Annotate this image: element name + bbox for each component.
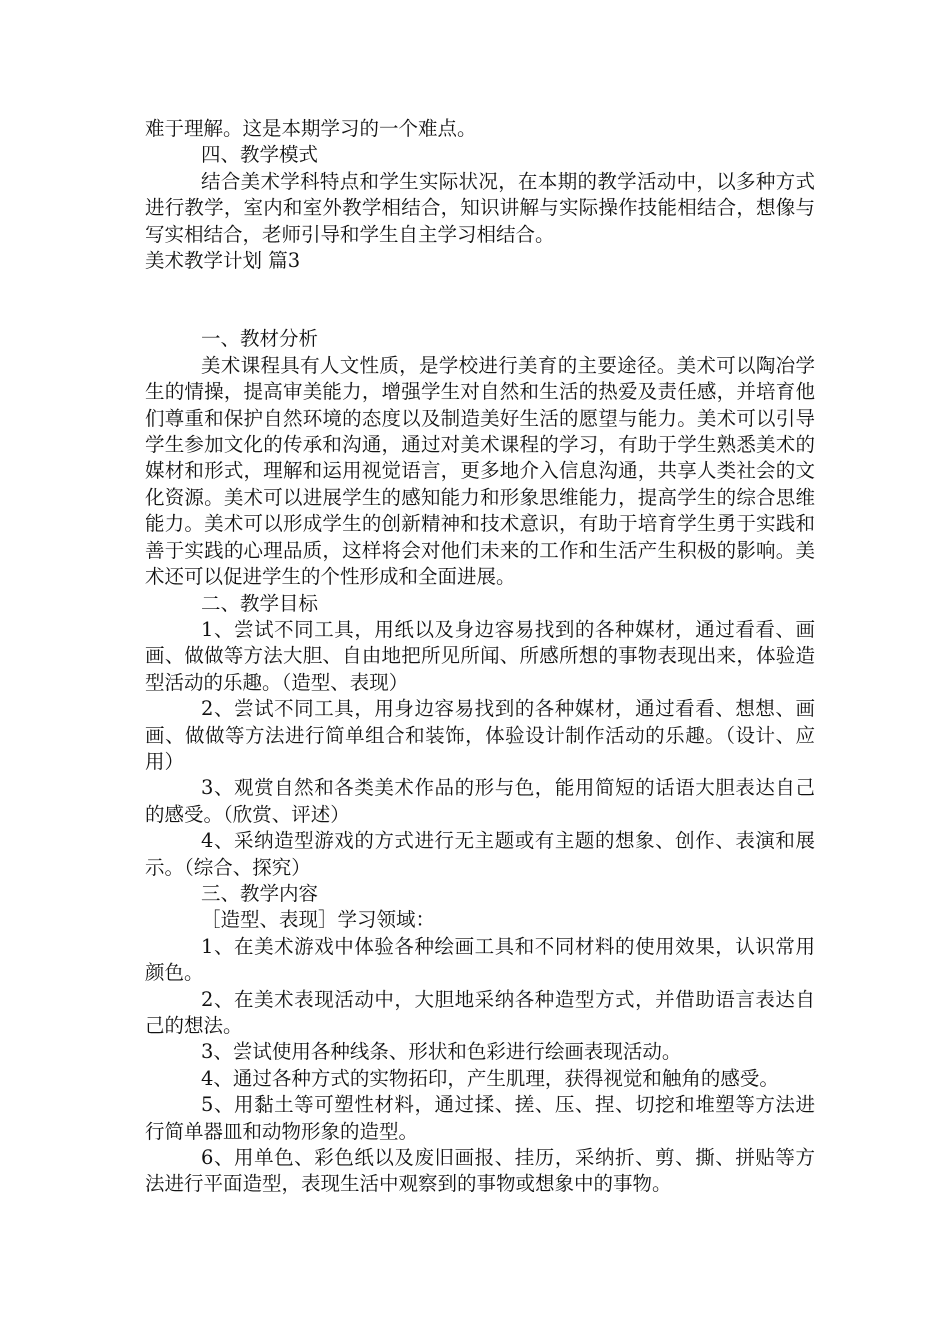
paragraph-material-analysis: 美术课程具有人文性质，是学校进行美育的主要途径。美术可以陶冶学生的情操，提高审美能力，增强学生对自然和生活的热爱及责任感，并培育他们尊重和保护自然环境的态度以及制造美好生活的愿望与能力。美术可以引导学生参加文化的传承和沟通，通过对美术课程的学习，有助于学生熟悉美术的媒材和形式，理解和运用视觉语言，更多地介入信息沟通，共享人类社会的文化资源。美术可以进展学生的感知能力和形象思维能力，提高学生的综合思维能力。美术可以形成学生的创新精神和技术意识，有助于培育学生勇于实践和善于实践的心理品质，这样将会对他们未来的工作和生活产生积极的影响。美术还可以促进学生的个性形成和全面进展。 xyxy=(145,353,815,589)
heading-teaching-mode: 四、教学模式 xyxy=(201,143,319,167)
content-item: 2、在美术表现活动中，大胆地采纳各种造型方式，并借助语言表达自己的想法。 xyxy=(145,987,815,1037)
heading-material-analysis: 一、教材分析 xyxy=(201,327,319,351)
heading-teaching-content: 三、教学内容 xyxy=(201,881,319,905)
chapter-title: 美术教学计划 篇3 xyxy=(145,249,301,273)
content-item: 1、在美术游戏中体验各种绘画工具和不同材料的使用效果，认识常用颜色。 xyxy=(145,934,815,985)
paragraph-teaching-mode: 结合美术学科特点和学生实际状况，在本期的教学活动中，以多种方式进行教学，室内和室外教学相结合，知识讲解与实际操作技能相结合，想像与写实相结合，老师引导和学生自主学习相结合。 xyxy=(145,169,815,246)
goal-item: 4、采纳造型游戏的方式进行无主题或有主题的想象、创作、表演和展示。（综合、探究） xyxy=(145,829,815,879)
document-page xyxy=(145,116,815,1198)
content-item: 4、通过各种方式的实物拓印，产生肌理，获得视觉和触角的感受。 xyxy=(201,1066,779,1090)
goal-item: 3、观赏自然和各类美术作品的形与色，能用简短的话语大胆表达自己的感受。（欣赏、评述） xyxy=(145,776,815,826)
heading-teaching-goals: 二、教学目标 xyxy=(201,591,319,615)
goal-item: 2、尝试不同工具，用身边容易找到的各种媒材，通过看看、想想、画画、做做等方法进行简单组合和装饰，体验设计制作活动的乐趣。（设计、应用） xyxy=(145,697,815,773)
content-item: 5、用黏土等可塑性材料，通过揉、搓、压、捏、切挖和堆塑等方法进行简单器皿和动物形象的造型。 xyxy=(145,1093,815,1143)
goal-item: 1、尝试不同工具，用纸以及身边容易找到的各种媒材，通过看看、画画、做做等方法大胆、自由地把所见所闻、所感所想的事物表现出来，体验造型活动的乐趣。（造型、表现） xyxy=(145,617,815,694)
content-item: 6、用单色、彩色纸以及废旧画报、挂历，采纳折、剪、撕、拼贴等方法进行平面造型，表现生活中观察到的事物或想象中的事物。 xyxy=(145,1146,815,1196)
domain-label: ［造型、表现］学习领域： xyxy=(201,908,436,932)
blank-gap xyxy=(145,274,815,326)
paragraph-continuation: 难于理解。这是本期学习的一个难点。 xyxy=(145,117,477,140)
content-item: 3、尝试使用各种线条、形状和色彩进行绘画表现活动。 xyxy=(201,1040,682,1064)
